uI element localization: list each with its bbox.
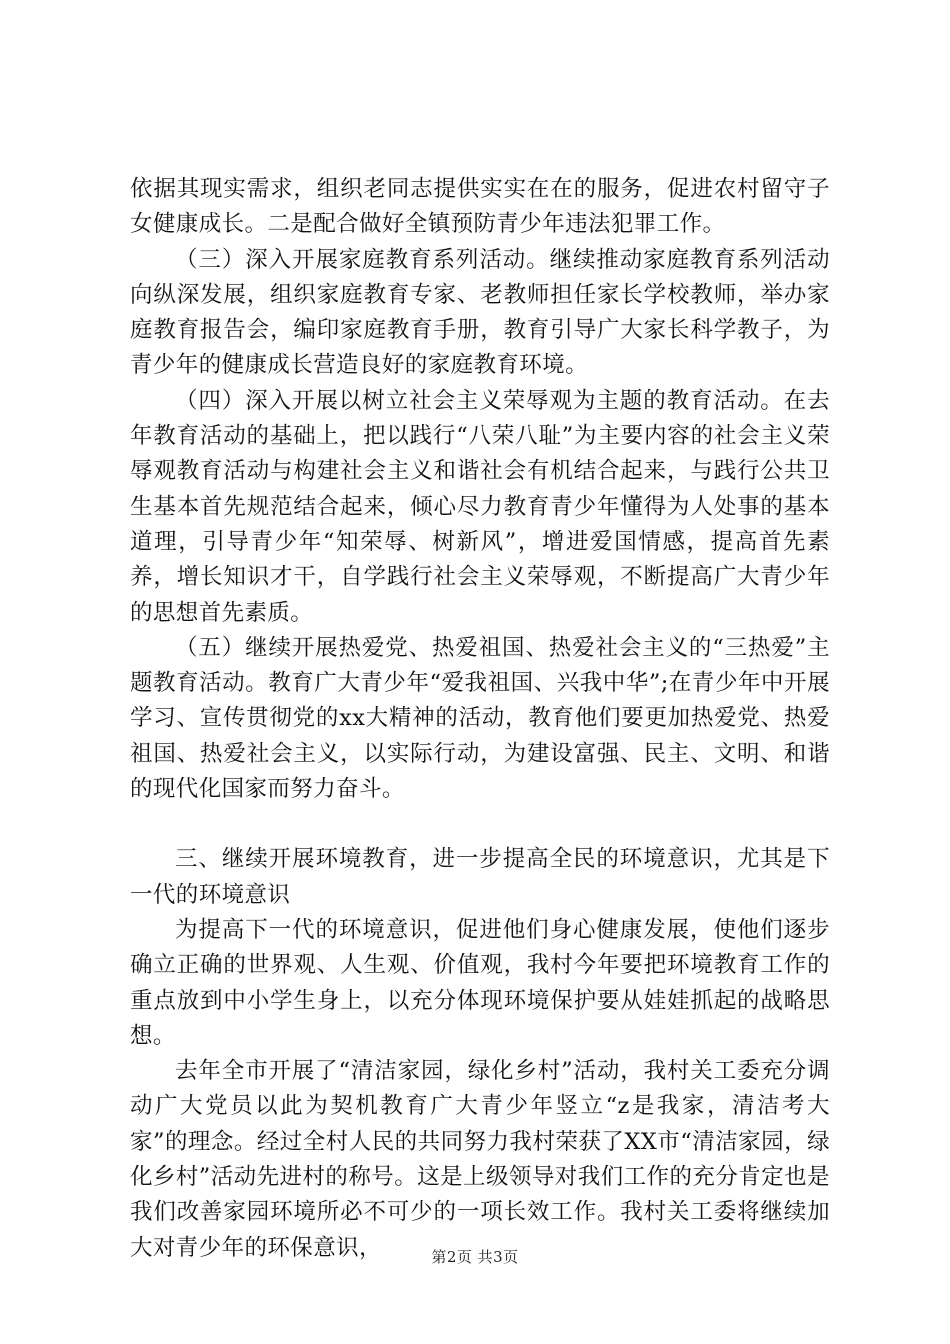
page-number-footer: 第2页 共3页	[431, 1248, 519, 1266]
paragraph-family-education: （三）深入开展家庭教育系列活动。继续推动家庭教育系列活动向纵深发展，组织家庭教育专家、老教师担任家长学校教师，举办家庭教育报告会，编印家庭教育手册，教育引导广大家长科学教子，为青少年的健康成长营造良好的家庭教育环境。	[130, 246, 830, 379]
paragraph-honor-shame: （四）深入开展以树立社会主义荣辱观为主题的教育活动。在去年教育活动的基础上，把以践行“八荣八耻”为主要内容的社会主义荣辱观教育活动与构建社会主义和谐社会有机结合起来，与践行公共卫生基本首先规范结合起来，倾心尽力教育青少年懂得为人处事的基本道理，引导青少年“知荣辱、树新风”，增进爱国情感，提高首先素养，增长知识才干，自学践行社会主义荣辱观，不断提高广大青少年的思想首先素质。	[130, 387, 830, 626]
paragraph-continued: 依据其现实需求，组织老同志提供实实在在的服务，促进农村留守子女健康成长。二是配合做好全镇预防青少年违法犯罪工作。	[130, 176, 830, 238]
paragraph-environment-awareness: 为提高下一代的环境意识，促进他们身心健康发展，使他们逐步确立正确的世界观、人生观、价值观，我村今年要把环境教育工作的重点放到中小学生身上，以充分体现环境保护要从娃娃抓起的战略思想。	[130, 916, 830, 1049]
document-body	[130, 172, 830, 1266]
paragraph-clean-homeland: 去年全市开展了“清洁家园，绿化乡村”活动，我村关工委充分调动广大党员以此为契机教育广大青少年竖立“z是我家，清洁考大家”的理念。经过全村人民的共同努力我村荣获了XX市“清洁家园，绿化乡村”活动先进村的称号。这是上级领导对我们工作的充分肯定也是我们改善家园环境所必不可少的一项长效工作。我村关工委将继续加大对青少年的环保意识，	[130, 1058, 830, 1261]
paragraph-three-loves: （五）继续开展热爱党、热爱祖国、热爱社会主义的“三热爱”主题教育活动。教育广大青少年“爱我祖国、兴我中华”;在青少年中开展学习、宣传贯彻党的xx大精神的活动，教育他们要更加热爱党、热爱祖国、热爱社会主义，以实际行动，为建设富强、民主、文明、和谐的现代化国家而努力奋斗。	[130, 634, 830, 803]
section-heading-environment: 三、继续开展环境教育，进一步提高全民的环境意识，尤其是下一代的环境意识	[130, 846, 830, 908]
